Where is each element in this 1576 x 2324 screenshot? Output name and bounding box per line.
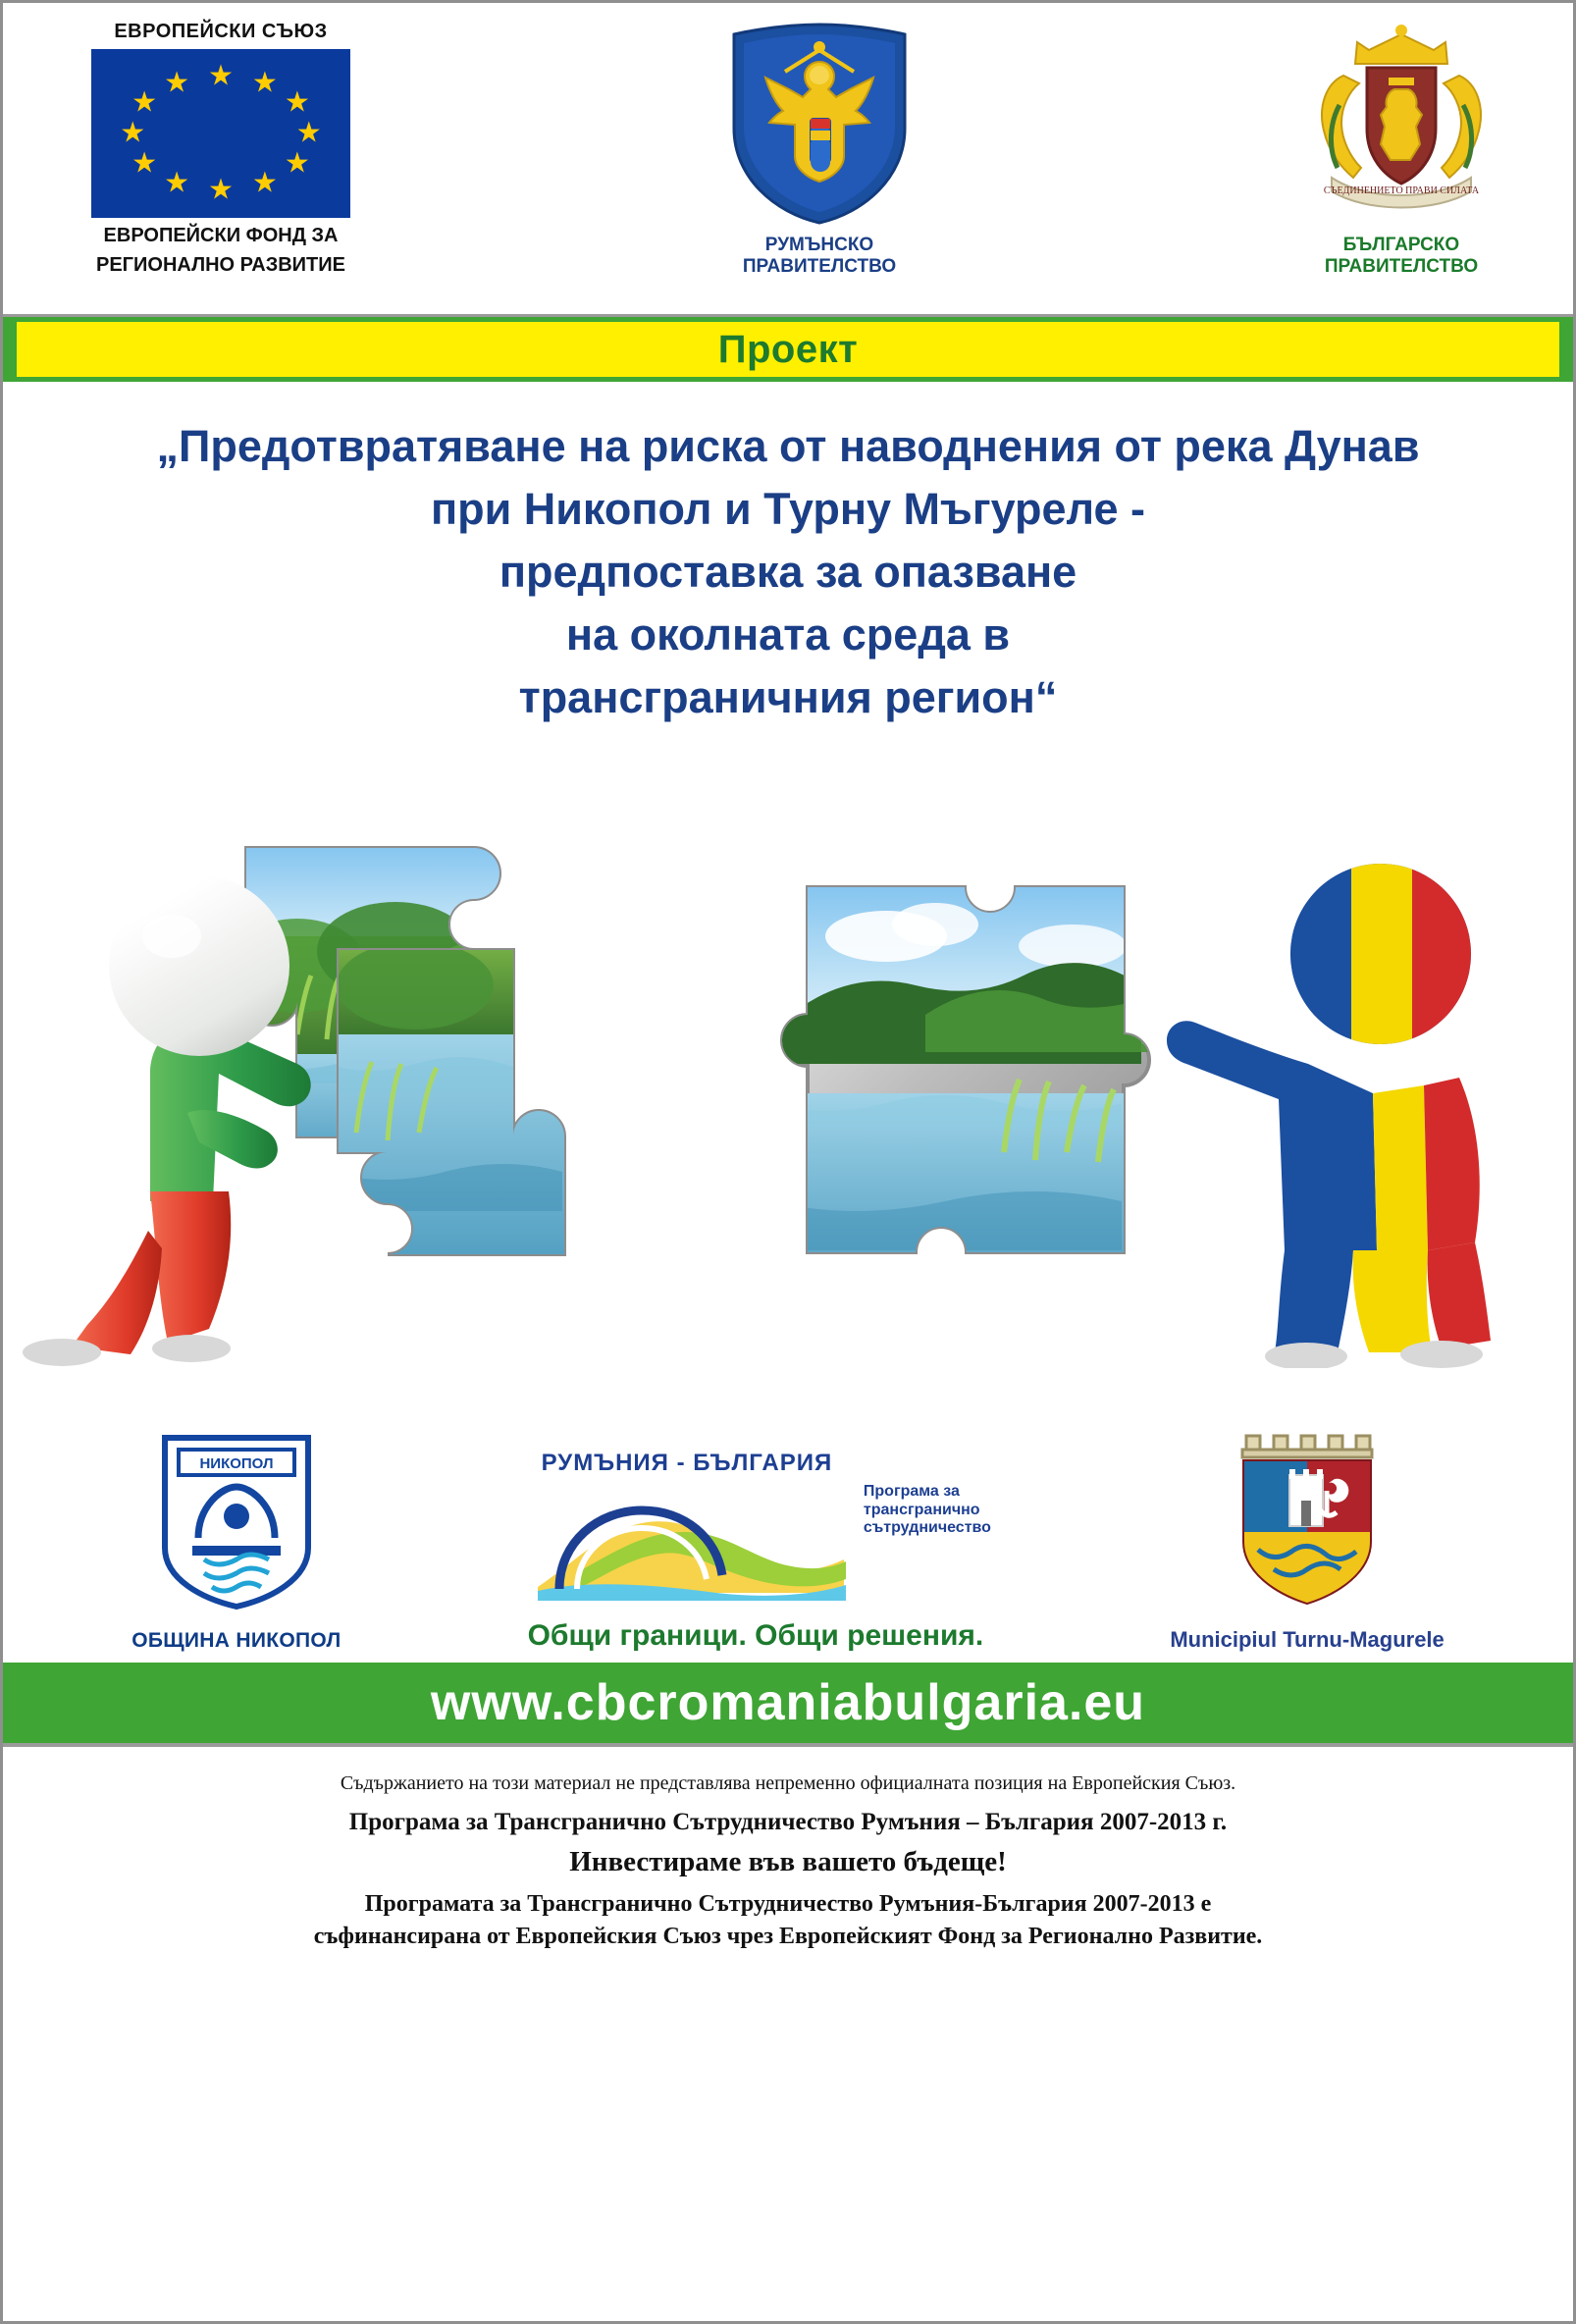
romania-coat-of-arms-icon bbox=[726, 21, 913, 227]
title-line-4: на околната среда в bbox=[565, 608, 1011, 660]
programme-subtitle-line1: Програма за bbox=[863, 1483, 960, 1501]
title-line-1: „Предотвратяване на риска от наводнения от река Дунав bbox=[156, 421, 1420, 471]
title-line-5: трансграничния регион“ bbox=[518, 671, 1058, 722]
website-url[interactable]: www.cbcromaniabulgaria.eu bbox=[430, 1674, 1146, 1732]
nikopol-logo-block bbox=[131, 1430, 341, 1653]
programme-subtitle bbox=[864, 1450, 991, 1537]
footer-programme: Програма за Трансгранично Сътрудничество Румъния – България 2007-2013 г. bbox=[348, 1809, 1228, 1836]
turnu-magurele-caption: Municipiul Turnu-Magurele bbox=[1170, 1627, 1445, 1653]
programme-title: РУМЪНИЯ - БЪЛГАРИЯ bbox=[541, 1450, 833, 1477]
svg-text:НИКОПОЛ: НИКОПОЛ bbox=[199, 1455, 274, 1473]
header bbox=[3, 3, 1573, 317]
title-line-2: при Никопол и Турну Мъгуреле - bbox=[430, 483, 1146, 534]
banner-right-edge bbox=[1559, 317, 1573, 382]
eu-fund-line2: РЕГИОНАЛНО РАЗВИТИЕ bbox=[96, 254, 345, 276]
footer bbox=[3, 1747, 1573, 1962]
programme-slogan: Общи граници. Общи решения. bbox=[527, 1619, 984, 1653]
footer-funding-line1: Програмата за Трансгранично Сътрудничество Румъния-България 2007-2013 е bbox=[364, 1891, 1212, 1918]
eu-fund-line1: ЕВРОПЕЙСКИ ФОНД ЗА bbox=[103, 225, 339, 246]
programme-logo-block bbox=[481, 1450, 1030, 1653]
bulgaria-logo-block bbox=[1288, 21, 1514, 278]
footer-disclaimer: Съдържанието на този материал не представлява непременно официалната позиция на Европейския Съюз. bbox=[340, 1772, 1236, 1795]
eu-logo-block bbox=[91, 21, 350, 277]
turnu-magurele-logo-block bbox=[1170, 1424, 1444, 1653]
banner-left-edge bbox=[3, 317, 17, 382]
figure-green-red bbox=[23, 875, 311, 1366]
nikopol-caption: ОБЩИНА НИКОПОЛ bbox=[131, 1629, 341, 1653]
puzzle-illustration bbox=[3, 740, 1573, 1368]
turnu-magurele-coat-of-arms-icon bbox=[1229, 1424, 1386, 1611]
romania-logo-block bbox=[707, 21, 932, 278]
programme-subtitle-line2: трансгранично bbox=[863, 1501, 980, 1518]
project-banner bbox=[3, 317, 1573, 382]
svg-text:СЪЕДИНЕНИЕТО ПРАВИ СИЛАТА: СЪЕДИНЕНИЕТО ПРАВИ СИЛАТА bbox=[1323, 185, 1480, 196]
eu-label: ЕВРОПЕЙСКИ СЪЮЗ bbox=[114, 21, 328, 42]
romania-government-caption: РУМЪНСКО ПРАВИТЕЛСТВО bbox=[742, 235, 897, 277]
footer-slogan: Инвестираме във вашето бъдеще! bbox=[569, 1846, 1007, 1878]
programme-bridge-icon bbox=[520, 1477, 854, 1605]
footer-funding-line2: съфинансирана от Европейския Съюз чрез Европейският Фонд за Регионално Развитие. bbox=[313, 1923, 1263, 1949]
page-title bbox=[3, 382, 1573, 736]
programme-subtitle-line3: сътрудничество bbox=[863, 1519, 991, 1537]
bulgaria-government-caption: БЪЛГАРСКО ПРАВИТЕЛСТВО bbox=[1324, 235, 1479, 277]
website-bar[interactable] bbox=[3, 1663, 1573, 1747]
partner-logos-row bbox=[3, 1368, 1573, 1663]
bulgaria-coat-of-arms-icon bbox=[1298, 21, 1504, 227]
eu-flag-icon: ★ ★ ★ ★ ★ ★ ★ ★ ★ ★ ★ ★ bbox=[91, 49, 350, 218]
nikopol-coat-of-arms-icon bbox=[153, 1430, 320, 1612]
figure-romania-flag bbox=[1167, 864, 1491, 1368]
title-line-3: предпоставка за опазване bbox=[499, 546, 1077, 597]
project-label: Проект bbox=[717, 327, 859, 371]
puzzle-figures-image bbox=[3, 740, 1576, 1368]
